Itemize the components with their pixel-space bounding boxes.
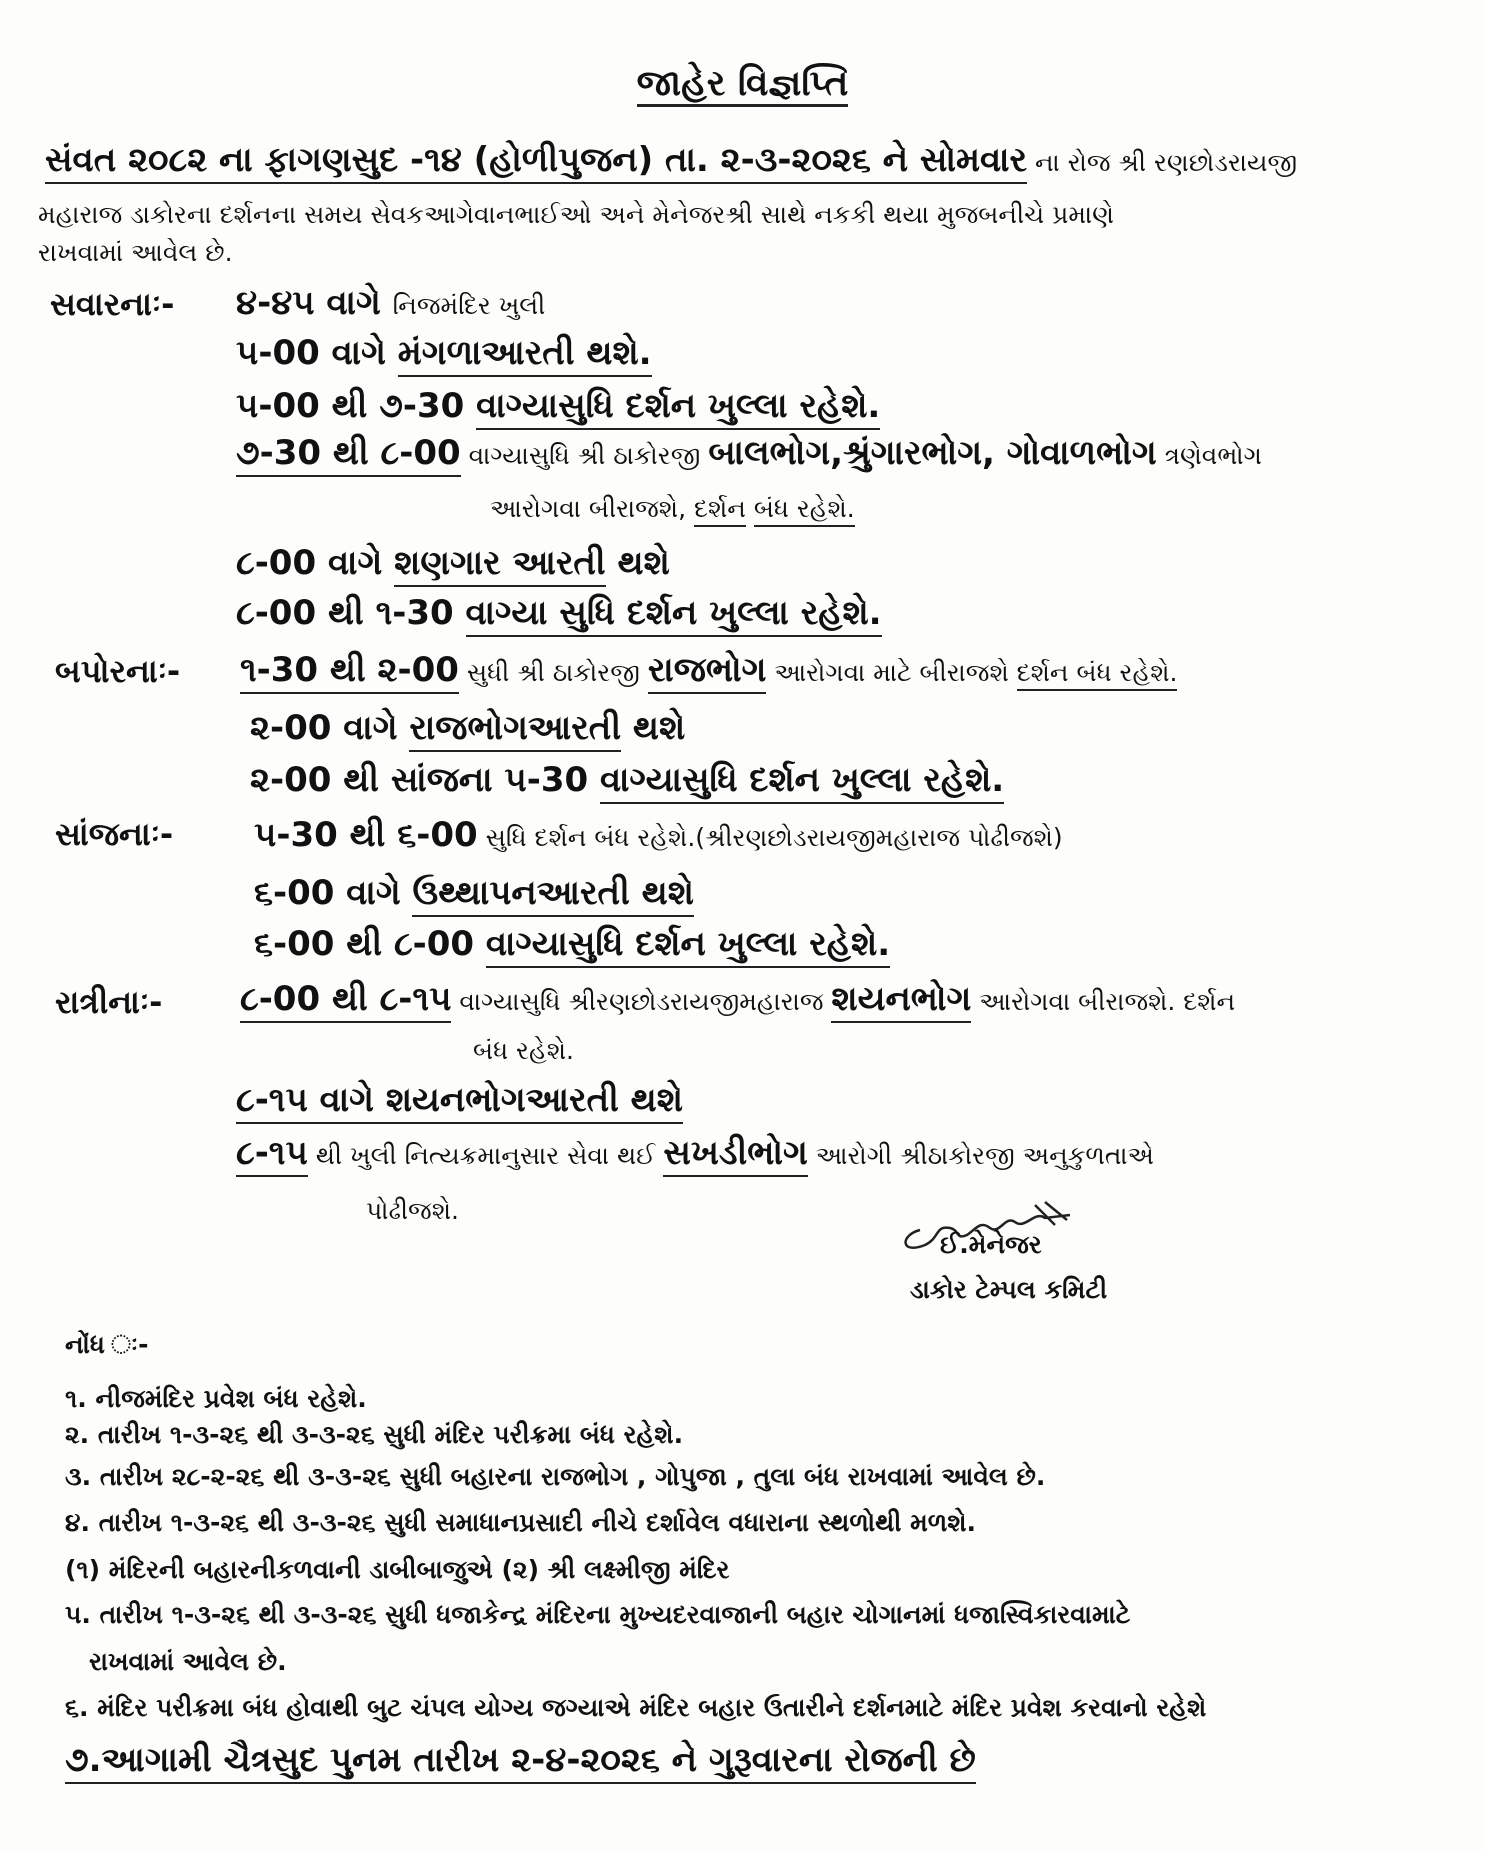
text: મંગળાઆરતી થશે. xyxy=(398,333,652,377)
note-item: (૧) મંદિરની બહારનીકળવાની ડાબીબાજુએ (૨) શ્રી લક્ષ્મીજી મંદિર xyxy=(65,1555,730,1584)
intro-line-1 xyxy=(45,140,1297,181)
text: વાગ્યાસુધિ દર્શન ખુલ્લા રહેશે. xyxy=(486,924,890,968)
text: આરોગવા માટે બીરાજશે xyxy=(766,658,1017,687)
section-afternoon: બપોરનાઃ- xyxy=(55,652,181,690)
schedule-line xyxy=(250,760,1004,801)
text xyxy=(746,494,754,523)
text: ઉથ્થાપનઆરતી થશે xyxy=(412,873,693,917)
text: આરોગવા બીરાજશે. દર્શન xyxy=(971,987,1236,1016)
notes-heading: નોંધ ઃ- xyxy=(65,1330,149,1359)
text: સખડીભોગ xyxy=(663,1133,807,1177)
page-title xyxy=(0,62,1485,105)
schedule-line xyxy=(236,386,880,427)
schedule-line xyxy=(254,815,1063,856)
time: ૨-00 વાગે xyxy=(250,708,410,748)
text: રાજભોગ xyxy=(648,650,767,694)
schedule-line xyxy=(236,333,652,374)
time: ૫-00 વાગે xyxy=(236,333,398,373)
time: ૮-00 થી ૧-30 xyxy=(236,593,466,633)
text: શયનભોગ xyxy=(831,979,971,1023)
text: થી ખુલી નિત્યક્રમાનુસાર સેવા થઈ xyxy=(307,1141,664,1170)
text: દર્શન xyxy=(694,494,746,527)
text: સુધિ દર્શન બંધ રહેશે.(શ્રીરણછોડરાયજીમહારાજ પોઢીજશે) xyxy=(477,823,1063,852)
text: વાગ્યાસુધિ શ્રીરણછોડરાયજીમહારાજ xyxy=(451,987,832,1016)
time: ૮-00 વાગે xyxy=(236,543,395,583)
title-text: જાહેર વિજ્ઞપ્તિ xyxy=(637,63,849,107)
schedule-line xyxy=(240,650,1177,691)
section-night: રાત્રીનાઃ- xyxy=(55,983,163,1021)
time: ૮-૧૫ વાગે xyxy=(236,1080,386,1124)
text: દર્શન બંધ રહેશે. xyxy=(1017,658,1178,691)
schedule-line xyxy=(254,924,890,965)
schedule-line xyxy=(236,1080,683,1121)
intro-line-3: રાખવામાં આવેલ છે. xyxy=(38,238,233,267)
note-item: ૪. તારીખ ૧-૩-૨૬ થી ૩-૩-૨૬ સુધી સમાધાનપ્રસાદી નીચે દર્શાવેલ વધારાના સ્થળોથી મળશે. xyxy=(65,1508,977,1537)
time: ૭-30 થી ૮-00 xyxy=(236,433,461,477)
text: વાગ્યાસુધિ દર્શન ખુલ્લા રહેશે. xyxy=(600,760,1004,804)
note-item: ૬. મંદિર પરીક્રમા બંધ હોવાથી બુટ ચંપલ યોગ્ય જગ્યાએ મંદિર બહાર ઉતારીને દર્શનમાટે મંદિર પ્રવેશ કરવાનો રહેશે xyxy=(65,1693,1207,1722)
schedule-line-continued xyxy=(490,494,855,524)
schedule-line-continued: પોઢીજશે. xyxy=(366,1196,459,1225)
schedule-line xyxy=(236,543,670,584)
note-item: ૩. તારીખ ૨૮-૨-૨૬ થી ૩-૩-૨૬ સુધી બહારના રાજભોગ , ગોપુજા , તુલા બંધ રાખવામાં આવેલ છે. xyxy=(65,1462,1046,1491)
time: ૨-00 થી સાંજના ૫-30 xyxy=(250,760,600,800)
next-purnima-note: ૭.આગામી ચૈત્રસુદ પુનમ તારીખ ૨-૪-૨૦૨૬ ને ગુરૂવારના રોજની છે xyxy=(65,1740,976,1784)
text: શયનભોગઆરતી થશે xyxy=(386,1080,683,1124)
text: વાગ્યાસુધિ શ્રી ઠાકોરજી xyxy=(460,441,709,470)
note-item-final xyxy=(65,1740,976,1781)
time: ૫-00 થી ૭-30 xyxy=(236,386,477,426)
text: નિજમંદિર ખુલી xyxy=(392,291,546,320)
text: આરોગવા બીરાજશે, xyxy=(490,494,694,523)
schedule-line xyxy=(250,708,685,749)
time: ૫-30 થી ૬-00 xyxy=(254,815,478,855)
text: બંધ રહેશે. xyxy=(754,494,855,527)
signature-designation: ઈ.મેનેજર xyxy=(940,1230,1042,1259)
note-item: ૧. નીજમંદિર પ્રવેશ બંધ રહેશે. xyxy=(65,1384,367,1413)
schedule-line xyxy=(236,433,1262,474)
text: રાજભોગઆરતી xyxy=(409,708,621,752)
schedule-line-continued: બંધ રહેશે. xyxy=(473,1036,574,1065)
schedule-line xyxy=(236,593,882,634)
time: ૮-૧૫ xyxy=(236,1133,308,1177)
signature-organization: ડાકોર ટેમ્પલ કમિટી xyxy=(910,1275,1108,1304)
text: વાગ્યા સુધિ દર્શન ખુલ્લા રહેશે. xyxy=(466,593,882,637)
note-item-continued: રાખવામાં આવેલ છે. xyxy=(89,1647,287,1676)
time: ૪-૪૫ વાગે xyxy=(236,283,393,323)
time: ૬-00 થી ૮-00 xyxy=(254,924,486,964)
text: થશે xyxy=(621,708,686,748)
intro-date: સંવત ૨૦૮૨ ના ફાગણસુદ -૧૪ (હોળીપુજન) તા. ૨-૩-૨૦૨૬ ને સોમવાર xyxy=(45,140,1027,184)
note-item: ૫. તારીખ ૧-૩-૨૬ થી ૩-૩-૨૬ સુધી ધજાકેન્દ્ર મંદિરના મુખ્યદરવાજાની બહાર ચોગાનમાં ધજાસ્વિકારવામાટે xyxy=(65,1600,1131,1629)
schedule-line xyxy=(236,283,545,324)
section-evening: સાંજનાઃ- xyxy=(55,815,174,853)
note-item: ૨. તારીખ ૧-૩-૨૬ થી ૩-૩-૨૬ સુધી મંદિર પરીક્રમા બંધ રહેશે. xyxy=(65,1420,684,1449)
text: બાલભોગ,શ્રુંગારભોગ, ગોવાળભોગ xyxy=(708,433,1157,473)
text: સુધી શ્રી ઠાકોરજી xyxy=(458,658,648,687)
text: ત્રણેવભોગ xyxy=(1156,441,1262,470)
intro-line-2: મહારાજ ડાકોરના દર્શનના સમય સેવકઆગેવાનભાઈઓ અને મેનેજરશ્રી સાથે નકકી થયા મુજબનીચે પ્રમાણે xyxy=(38,200,1114,229)
schedule-line xyxy=(236,1133,1154,1174)
time: ૬-00 વાગે xyxy=(254,873,413,913)
text: થશે xyxy=(605,543,670,583)
text: વાગ્યાસુધિ દર્શન ખુલ્લા રહેશે. xyxy=(476,386,880,430)
time: ૧-30 થી ૨-00 xyxy=(240,650,459,694)
schedule-line xyxy=(254,873,694,914)
schedule-line xyxy=(240,979,1235,1020)
text: શણગાર આરતી xyxy=(394,543,606,587)
intro-text: ના રોજ શ્રી રણછોડરાયજી xyxy=(1027,148,1298,177)
time: ૮-00 થી ૮-૧૫ xyxy=(240,979,451,1023)
text: આરોગી શ્રીઠાકોરજી અનુકુળતાએ xyxy=(807,1141,1154,1170)
section-morning: સવારનાઃ- xyxy=(50,285,175,323)
